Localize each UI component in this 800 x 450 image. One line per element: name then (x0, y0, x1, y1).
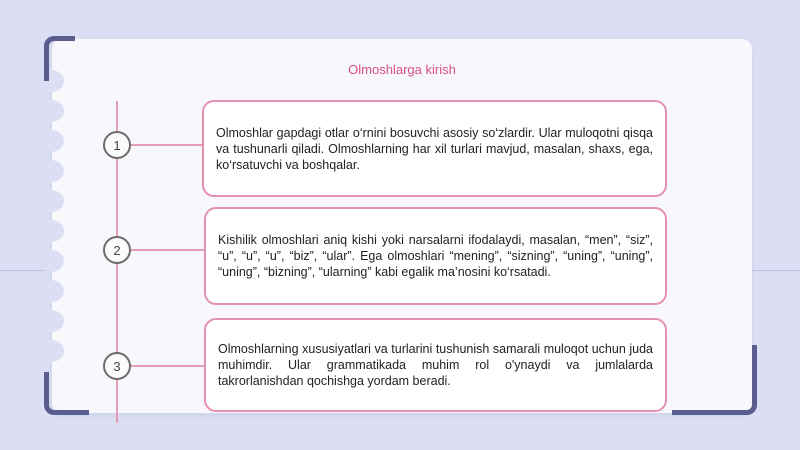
step-connector (131, 365, 205, 367)
corner-bracket-bottom-left (44, 372, 89, 415)
step-text-box (204, 318, 667, 412)
step-text-box (202, 100, 667, 197)
step-text: Olmoshlarning xususiyatlari va turlarini tushunish samarali muloqot uchun juda muhimdir. Ular grammatikada muhim rol o'ynaydi va jumlalarda takrorlanishdan qochishga yordam beradi. (218, 342, 653, 388)
step-connector (131, 249, 205, 251)
binder-hole (38, 160, 64, 182)
step-number-badge: 3 (103, 352, 131, 380)
binder-hole (38, 190, 64, 212)
step-connector (131, 144, 203, 146)
binder-hole (38, 250, 64, 272)
corner-bracket-bottom-right (672, 345, 757, 415)
binder-hole (38, 310, 64, 332)
step-text-box (204, 207, 667, 305)
binder-hole (38, 220, 64, 242)
binder-hole (38, 340, 64, 362)
slide-title: Olmoshlarga kirish (348, 62, 456, 77)
binder-hole (38, 130, 64, 152)
binder-hole (38, 100, 64, 122)
step-text: Olmoshlar gapdagi otlar o‘rnini bosuvchi asosiy so‘zlardir. Ular muloqotni qisqa va tushunarli qiladi. Olmoshlarning har xil turlari mavjud, masalan, shaxs, ega, ko‘rsatuvchi va boshqalar. (216, 125, 653, 172)
step-text: Kishilik olmoshlari aniq kishi yoki narsalarni ifodalaydi, masalan, “men”, “siz”, “u”, “u”, “u”, “biz”, “ular”. Ega olmoshlari “mening”, “sizning”, “uning”, “uning”, “uning”, “bizning”, “ularning” kabi egalik ma’nosini ko‘rsatadi. (218, 233, 653, 279)
step-number-badge: 1 (103, 131, 131, 159)
step-number-badge: 2 (103, 236, 131, 264)
binder-hole (38, 280, 64, 302)
